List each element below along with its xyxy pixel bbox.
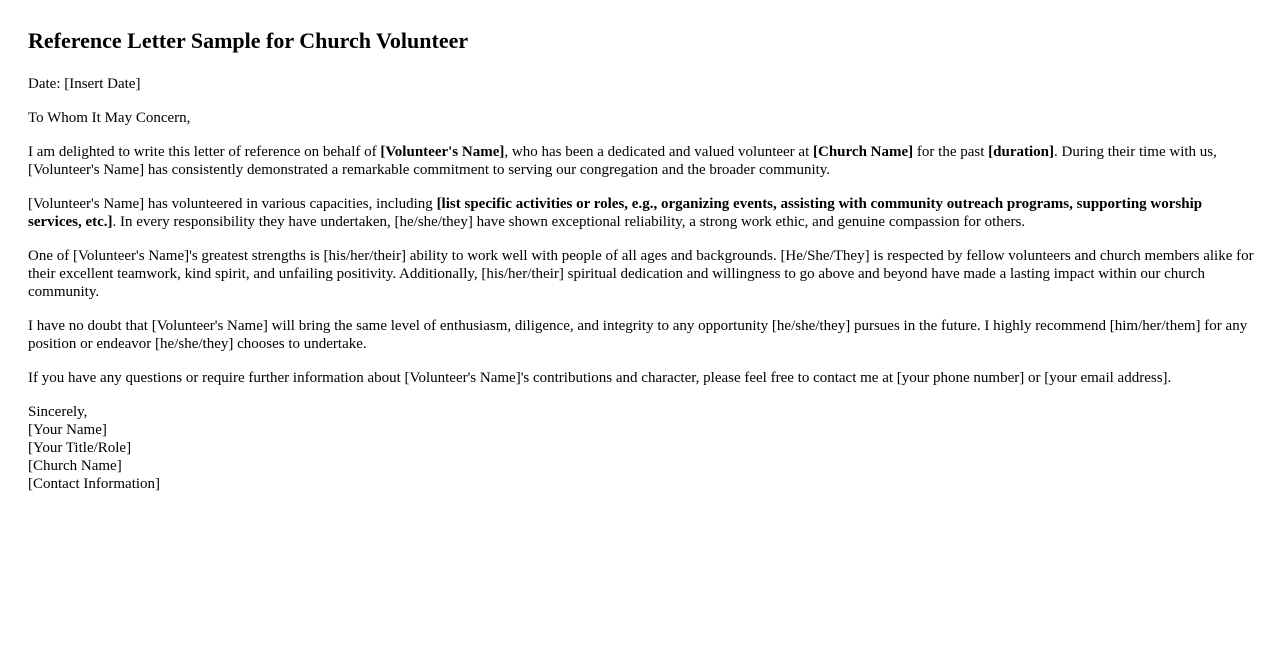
volunteer-name-placeholder: [Volunteer's Name] (380, 144, 505, 160)
paragraph-recommendation: I have no doubt that [Volunteer's Name] will bring the same level of enthusiasm, diligence, and integrity to any opportunity [he/she/they] pursues in the future. I highly recommend [him/her/them] for any position or endeavor [he/she/they] chooses to undertake. (28, 318, 1248, 352)
signer-title: [Your Title/Role] (28, 440, 132, 456)
duration-placeholder: [duration] (988, 144, 1054, 160)
paragraph-text: for the past (913, 144, 989, 160)
paragraph-text: . In every responsibility they have undertaken, [he/she/they] have shown exceptional reliability, a strong work ethic, and genuine compassion for others. (112, 214, 1026, 230)
paragraph-text: , who has been a dedicated and valued volunteer at (504, 144, 814, 160)
signer-contact: [Contact Information] (28, 476, 161, 492)
signer-name: [Your Name] (28, 422, 107, 438)
letter-document (28, 0, 1258, 509)
paragraph-contact: If you have any questions or require further information about [Volunteer's Name]'s contributions and character, please feel free to contact me at [your phone number] or [your email address]. (28, 370, 1172, 386)
activities-placeholder: [list specific activities or roles, e.g., organizing events, assisting with community outreach programs, supporting worship services, etc.] (28, 196, 1203, 230)
page-title: Reference Letter Sample for Church Volunteer (28, 28, 469, 53)
paragraph-activities (28, 195, 1258, 231)
sign-off: Sincerely, (28, 404, 88, 420)
paragraph-introduction (28, 143, 1258, 179)
signature-block (28, 403, 1258, 493)
date-line: Date: [Insert Date] (28, 76, 141, 92)
paragraph-text: [Volunteer's Name] has volunteered in various capacities, including (28, 196, 437, 212)
paragraph-text: . During their time with us, [Volunteer's Name] has consistently demonstrated a remarkable commitment to serving our congregation and the broader community. (28, 144, 1217, 178)
paragraph-text: I am delighted to write this letter of reference on behalf of (28, 144, 381, 160)
church-name-placeholder: [Church Name] (813, 144, 914, 160)
salutation: To Whom It May Concern, (28, 110, 191, 126)
paragraph-strengths: One of [Volunteer's Name]'s greatest strengths is [his/her/their] ability to work well with people of all ages and backgrounds. [He/She/They] is respected by fellow volunteers and church members alike for their excellent teamwork, kind spirit, and unfailing positivity. Additionally, [his/her/their] spiritual dedication and willingness to go above and beyond have made a lasting impact within our church community. (28, 248, 1254, 300)
signer-church: [Church Name] (28, 458, 122, 474)
